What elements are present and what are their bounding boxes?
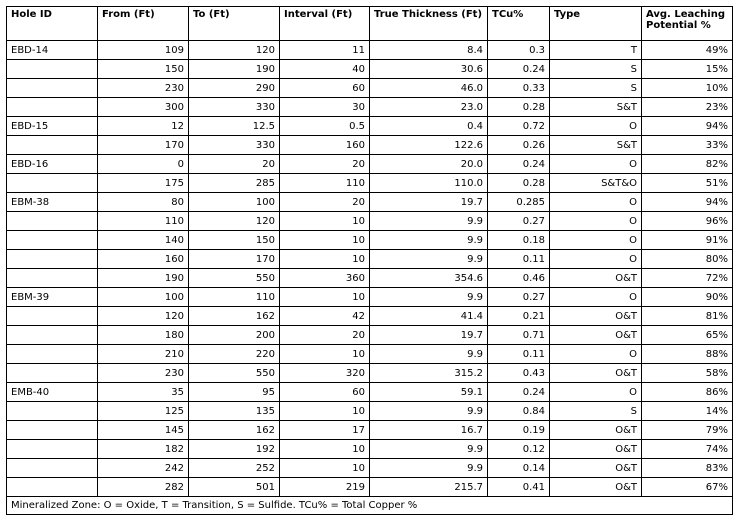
cell-hole-id (7, 364, 98, 383)
footnote-row (7, 497, 733, 515)
cell-to: 100 (189, 193, 280, 212)
drill-results-table-container (6, 6, 733, 515)
cell-type: O (550, 288, 642, 307)
cell-hole-id (7, 174, 98, 193)
cell-type: O&T (550, 307, 642, 326)
cell-interval: 10 (280, 212, 370, 231)
cell-leaching-potential: 82% (642, 155, 733, 174)
cell-hole-id (7, 345, 98, 364)
cell-tcu: 0.27 (488, 212, 550, 231)
cell-hole-id (7, 402, 98, 421)
cell-hole-id (7, 440, 98, 459)
cell-interval: 110 (280, 174, 370, 193)
cell-tcu: 0.28 (488, 174, 550, 193)
cell-leaching-potential: 86% (642, 383, 733, 402)
cell-interval: 20 (280, 193, 370, 212)
cell-tcu: 0.24 (488, 60, 550, 79)
cell-to: 200 (189, 326, 280, 345)
cell-interval: 0.5 (280, 117, 370, 136)
cell-type: S (550, 79, 642, 98)
cell-true-thickness: 9.9 (370, 440, 488, 459)
cell-type: O (550, 250, 642, 269)
cell-hole-id (7, 478, 98, 497)
cell-from: 230 (98, 364, 189, 383)
cell-true-thickness: 16.7 (370, 421, 488, 440)
cell-type: S&T (550, 98, 642, 117)
cell-tcu: 0.27 (488, 288, 550, 307)
cell-tcu: 0.33 (488, 79, 550, 98)
cell-hole-id: EBD-15 (7, 117, 98, 136)
cell-to: 285 (189, 174, 280, 193)
cell-leaching-potential: 51% (642, 174, 733, 193)
drill-results-table (6, 6, 733, 515)
cell-from: 12 (98, 117, 189, 136)
cell-to: 330 (189, 136, 280, 155)
cell-to: 95 (189, 383, 280, 402)
cell-type: S (550, 60, 642, 79)
cell-type: S&T&O (550, 174, 642, 193)
table-row (7, 421, 733, 440)
cell-to: 170 (189, 250, 280, 269)
cell-interval: 30 (280, 98, 370, 117)
cell-leaching-potential: 88% (642, 345, 733, 364)
cell-interval: 160 (280, 136, 370, 155)
cell-true-thickness: 9.9 (370, 212, 488, 231)
cell-interval: 10 (280, 440, 370, 459)
cell-from: 120 (98, 307, 189, 326)
cell-interval: 11 (280, 41, 370, 60)
cell-leaching-potential: 72% (642, 269, 733, 288)
cell-to: 290 (189, 79, 280, 98)
cell-true-thickness: 9.9 (370, 459, 488, 478)
cell-true-thickness: 9.9 (370, 402, 488, 421)
cell-to: 252 (189, 459, 280, 478)
cell-hole-id: EBD-16 (7, 155, 98, 174)
cell-to: 110 (189, 288, 280, 307)
cell-leaching-potential: 94% (642, 117, 733, 136)
table-row (7, 212, 733, 231)
header-leaching-potential: Avg. Leaching Potential % (642, 7, 733, 41)
cell-interval: 20 (280, 326, 370, 345)
cell-interval: 10 (280, 288, 370, 307)
table-row (7, 193, 733, 212)
table-row (7, 174, 733, 193)
cell-interval: 17 (280, 421, 370, 440)
cell-tcu: 0.43 (488, 364, 550, 383)
cell-leaching-potential: 83% (642, 459, 733, 478)
cell-interval: 60 (280, 383, 370, 402)
cell-tcu: 0.11 (488, 345, 550, 364)
cell-interval: 10 (280, 402, 370, 421)
cell-to: 162 (189, 421, 280, 440)
cell-from: 35 (98, 383, 189, 402)
cell-hole-id (7, 421, 98, 440)
cell-true-thickness: 110.0 (370, 174, 488, 193)
cell-tcu: 0.18 (488, 231, 550, 250)
cell-hole-id (7, 60, 98, 79)
cell-from: 170 (98, 136, 189, 155)
cell-to: 135 (189, 402, 280, 421)
cell-from: 180 (98, 326, 189, 345)
table-row (7, 345, 733, 364)
cell-leaching-potential: 65% (642, 326, 733, 345)
header-hole-id: Hole ID (7, 7, 98, 41)
table-row (7, 269, 733, 288)
cell-type: O&T (550, 326, 642, 345)
table-row (7, 250, 733, 269)
cell-tcu: 0.72 (488, 117, 550, 136)
cell-to: 501 (189, 478, 280, 497)
cell-type: O&T (550, 459, 642, 478)
cell-from: 182 (98, 440, 189, 459)
table-row (7, 459, 733, 478)
header-type: Type (550, 7, 642, 41)
cell-tcu: 0.46 (488, 269, 550, 288)
cell-from: 145 (98, 421, 189, 440)
cell-type: S (550, 402, 642, 421)
cell-leaching-potential: 80% (642, 250, 733, 269)
cell-to: 162 (189, 307, 280, 326)
cell-tcu: 0.24 (488, 155, 550, 174)
cell-interval: 10 (280, 459, 370, 478)
cell-true-thickness: 59.1 (370, 383, 488, 402)
cell-interval: 60 (280, 79, 370, 98)
table-body (7, 41, 733, 497)
table-row (7, 155, 733, 174)
cell-leaching-potential: 15% (642, 60, 733, 79)
cell-to: 12.5 (189, 117, 280, 136)
header-from: From (Ft) (98, 7, 189, 41)
cell-from: 140 (98, 231, 189, 250)
cell-leaching-potential: 90% (642, 288, 733, 307)
cell-from: 190 (98, 269, 189, 288)
cell-tcu: 0.285 (488, 193, 550, 212)
cell-leaching-potential: 91% (642, 231, 733, 250)
cell-type: O&T (550, 269, 642, 288)
cell-to: 120 (189, 41, 280, 60)
footnote: Mineralized Zone: O = Oxide, T = Transition, S = Sulfide. TCu% = Total Copper % (7, 497, 733, 515)
cell-interval: 40 (280, 60, 370, 79)
cell-leaching-potential: 81% (642, 307, 733, 326)
cell-tcu: 0.21 (488, 307, 550, 326)
cell-from: 80 (98, 193, 189, 212)
cell-to: 220 (189, 345, 280, 364)
cell-to: 20 (189, 155, 280, 174)
cell-true-thickness: 354.6 (370, 269, 488, 288)
cell-true-thickness: 215.7 (370, 478, 488, 497)
cell-hole-id (7, 326, 98, 345)
cell-true-thickness: 23.0 (370, 98, 488, 117)
cell-from: 210 (98, 345, 189, 364)
cell-hole-id (7, 307, 98, 326)
cell-hole-id: EBD-14 (7, 41, 98, 60)
table-row (7, 60, 733, 79)
cell-tcu: 0.19 (488, 421, 550, 440)
cell-true-thickness: 9.9 (370, 345, 488, 364)
cell-type: O&T (550, 478, 642, 497)
cell-leaching-potential: 67% (642, 478, 733, 497)
cell-from: 110 (98, 212, 189, 231)
cell-type: S&T (550, 136, 642, 155)
cell-true-thickness: 46.0 (370, 79, 488, 98)
cell-tcu: 0.3 (488, 41, 550, 60)
cell-type: O (550, 193, 642, 212)
cell-from: 100 (98, 288, 189, 307)
cell-hole-id (7, 269, 98, 288)
cell-interval: 10 (280, 250, 370, 269)
cell-type: O&T (550, 440, 642, 459)
cell-hole-id: EBM-39 (7, 288, 98, 307)
cell-to: 150 (189, 231, 280, 250)
table-row (7, 288, 733, 307)
table-row (7, 231, 733, 250)
cell-true-thickness: 41.4 (370, 307, 488, 326)
cell-interval: 320 (280, 364, 370, 383)
cell-type: O (550, 231, 642, 250)
cell-leaching-potential: 14% (642, 402, 733, 421)
cell-true-thickness: 8.4 (370, 41, 488, 60)
table-row (7, 402, 733, 421)
cell-tcu: 0.11 (488, 250, 550, 269)
cell-type: O (550, 155, 642, 174)
cell-hole-id (7, 136, 98, 155)
table-row (7, 440, 733, 459)
cell-leaching-potential: 58% (642, 364, 733, 383)
cell-tcu: 0.24 (488, 383, 550, 402)
cell-true-thickness: 9.9 (370, 231, 488, 250)
cell-from: 300 (98, 98, 189, 117)
cell-true-thickness: 19.7 (370, 193, 488, 212)
header-row (7, 7, 733, 41)
cell-to: 330 (189, 98, 280, 117)
cell-hole-id (7, 98, 98, 117)
table-row (7, 326, 733, 345)
header-tcu: TCu% (488, 7, 550, 41)
table-row (7, 307, 733, 326)
cell-leaching-potential: 49% (642, 41, 733, 60)
cell-interval: 10 (280, 231, 370, 250)
cell-tcu: 0.71 (488, 326, 550, 345)
cell-to: 120 (189, 212, 280, 231)
cell-leaching-potential: 79% (642, 421, 733, 440)
cell-true-thickness: 30.6 (370, 60, 488, 79)
cell-true-thickness: 0.4 (370, 117, 488, 136)
cell-to: 190 (189, 60, 280, 79)
cell-true-thickness: 19.7 (370, 326, 488, 345)
cell-from: 0 (98, 155, 189, 174)
cell-type: O (550, 383, 642, 402)
cell-tcu: 0.26 (488, 136, 550, 155)
cell-true-thickness: 315.2 (370, 364, 488, 383)
cell-to: 192 (189, 440, 280, 459)
cell-from: 150 (98, 60, 189, 79)
cell-from: 242 (98, 459, 189, 478)
cell-leaching-potential: 33% (642, 136, 733, 155)
cell-interval: 360 (280, 269, 370, 288)
cell-interval: 219 (280, 478, 370, 497)
table-row (7, 364, 733, 383)
cell-from: 230 (98, 79, 189, 98)
cell-from: 109 (98, 41, 189, 60)
cell-leaching-potential: 23% (642, 98, 733, 117)
cell-true-thickness: 9.9 (370, 288, 488, 307)
cell-type: O (550, 212, 642, 231)
cell-hole-id (7, 250, 98, 269)
cell-leaching-potential: 74% (642, 440, 733, 459)
cell-leaching-potential: 96% (642, 212, 733, 231)
cell-to: 550 (189, 364, 280, 383)
cell-tcu: 0.84 (488, 402, 550, 421)
cell-from: 175 (98, 174, 189, 193)
cell-leaching-potential: 10% (642, 79, 733, 98)
cell-hole-id (7, 79, 98, 98)
cell-tcu: 0.14 (488, 459, 550, 478)
cell-hole-id: EMB-40 (7, 383, 98, 402)
cell-interval: 20 (280, 155, 370, 174)
table-row (7, 79, 733, 98)
cell-type: O (550, 345, 642, 364)
cell-hole-id (7, 231, 98, 250)
header-interval: Interval (Ft) (280, 7, 370, 41)
cell-to: 550 (189, 269, 280, 288)
cell-true-thickness: 20.0 (370, 155, 488, 174)
cell-leaching-potential: 94% (642, 193, 733, 212)
table-row (7, 136, 733, 155)
cell-type: T (550, 41, 642, 60)
table-row (7, 383, 733, 402)
table-row (7, 98, 733, 117)
cell-true-thickness: 9.9 (370, 250, 488, 269)
cell-interval: 10 (280, 345, 370, 364)
header-true-thickness: True Thickness (Ft) (370, 7, 488, 41)
cell-tcu: 0.41 (488, 478, 550, 497)
cell-hole-id (7, 459, 98, 478)
cell-hole-id (7, 212, 98, 231)
cell-type: O&T (550, 364, 642, 383)
cell-true-thickness: 122.6 (370, 136, 488, 155)
table-row (7, 117, 733, 136)
table-row (7, 41, 733, 60)
cell-from: 125 (98, 402, 189, 421)
cell-hole-id: EBM-38 (7, 193, 98, 212)
cell-interval: 42 (280, 307, 370, 326)
cell-from: 160 (98, 250, 189, 269)
cell-type: O&T (550, 421, 642, 440)
cell-tcu: 0.28 (488, 98, 550, 117)
cell-tcu: 0.12 (488, 440, 550, 459)
table-row (7, 478, 733, 497)
header-to: To (Ft) (189, 7, 280, 41)
cell-type: O (550, 117, 642, 136)
cell-from: 282 (98, 478, 189, 497)
